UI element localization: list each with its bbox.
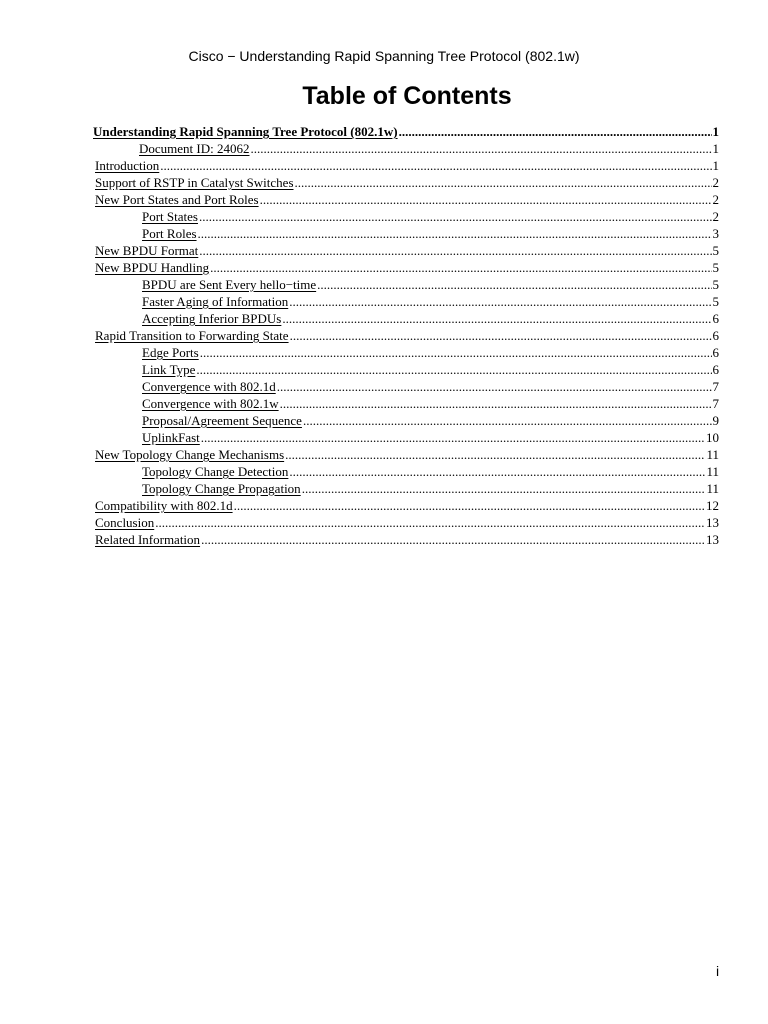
toc-leader-dots bbox=[295, 174, 712, 191]
toc-entry-link[interactable]: Accepting Inferior BPDUs bbox=[142, 311, 282, 326]
toc-leader-dots bbox=[290, 327, 712, 344]
toc-leader-dots bbox=[289, 293, 711, 310]
toc-entry[interactable] bbox=[93, 225, 719, 242]
toc-entry[interactable] bbox=[93, 293, 719, 310]
toc-page-number: 11 bbox=[706, 481, 719, 496]
toc-leader-dots bbox=[201, 429, 705, 446]
toc-page-number: 1 bbox=[712, 124, 719, 139]
toc-page-number: 5 bbox=[712, 243, 719, 258]
toc-leader-dots bbox=[317, 276, 711, 293]
table-of-contents bbox=[93, 123, 719, 548]
toc-page-number: 2 bbox=[712, 192, 719, 207]
toc-page-number: 13 bbox=[706, 532, 719, 547]
toc-entry-link[interactable]: Edge Ports bbox=[142, 345, 199, 360]
toc-entry[interactable] bbox=[93, 259, 719, 276]
toc-entry-link[interactable]: New Port States and Port Roles bbox=[95, 192, 259, 207]
toc-entry-link[interactable]: Port Roles bbox=[142, 226, 197, 241]
toc-entry[interactable] bbox=[93, 242, 719, 259]
toc-entry[interactable] bbox=[93, 191, 719, 208]
toc-entry[interactable] bbox=[93, 157, 719, 174]
toc-entry-link[interactable]: Compatibility with 802.1d bbox=[95, 498, 233, 513]
toc-page-number: 3 bbox=[712, 226, 719, 241]
toc-leader-dots bbox=[196, 361, 711, 378]
toc-entry[interactable] bbox=[93, 310, 719, 327]
toc-page-number: 2 bbox=[712, 175, 719, 190]
toc-page-number: 5 bbox=[712, 260, 719, 275]
toc-entry-link[interactable]: Convergence with 802.1w bbox=[142, 396, 279, 411]
toc-leader-dots bbox=[199, 242, 711, 259]
toc-page-number: 7 bbox=[712, 396, 719, 411]
toc-entry[interactable] bbox=[93, 480, 719, 497]
toc-entry-link[interactable]: Convergence with 802.1d bbox=[142, 379, 276, 394]
toc-page-number: 7 bbox=[712, 379, 719, 394]
toc-leader-dots bbox=[201, 531, 705, 548]
toc-entry[interactable] bbox=[93, 446, 719, 463]
toc-entry[interactable] bbox=[93, 395, 719, 412]
toc-entry-link[interactable]: Conclusion bbox=[95, 515, 155, 530]
page-title: Table of Contents bbox=[302, 82, 512, 110]
toc-entry[interactable] bbox=[93, 361, 719, 378]
toc-leader-dots bbox=[198, 225, 712, 242]
toc-page-number: 5 bbox=[712, 277, 719, 292]
toc-leader-dots bbox=[234, 497, 705, 514]
toc-leader-dots bbox=[302, 480, 706, 497]
toc-entry-link[interactable]: Topology Change Propagation bbox=[142, 481, 301, 496]
toc-entry-link[interactable]: UplinkFast bbox=[142, 430, 200, 445]
toc-entry-link[interactable]: Rapid Transition to Forwarding State bbox=[95, 328, 289, 343]
toc-leader-dots bbox=[250, 140, 711, 157]
toc-leader-dots bbox=[280, 395, 712, 412]
toc-leader-dots bbox=[282, 310, 711, 327]
toc-entry[interactable] bbox=[93, 174, 719, 191]
toc-entry[interactable] bbox=[93, 514, 719, 531]
toc-entry-link[interactable]: Understanding Rapid Spanning Tree Protocol (802.1w) bbox=[93, 124, 398, 139]
toc-entry[interactable] bbox=[93, 123, 719, 140]
toc-entry[interactable] bbox=[93, 463, 719, 480]
running-header: Cisco − Understanding Rapid Spanning Tree Protocol (802.1w) bbox=[188, 48, 580, 64]
toc-entry-link[interactable]: Introduction bbox=[95, 158, 160, 173]
toc-entry-link[interactable]: Link Type bbox=[142, 362, 196, 377]
toc-entry[interactable] bbox=[93, 429, 719, 446]
page-number: i bbox=[716, 963, 720, 979]
toc-page-number: 5 bbox=[712, 294, 719, 309]
toc-entry[interactable] bbox=[93, 327, 719, 344]
toc-leader-dots bbox=[199, 208, 712, 225]
toc-leader-dots bbox=[399, 123, 712, 140]
toc-entry[interactable] bbox=[93, 140, 719, 157]
toc-leader-dots bbox=[260, 191, 712, 208]
toc-entry-link[interactable]: Port States bbox=[142, 209, 198, 224]
toc-entry-link[interactable]: BPDU are Sent Every hello−time bbox=[142, 277, 317, 292]
toc-page-number: 6 bbox=[712, 345, 719, 360]
toc-page-number: 1 bbox=[712, 158, 719, 173]
toc-leader-dots bbox=[277, 378, 712, 395]
toc-entry-link[interactable]: New BPDU Handling bbox=[95, 260, 210, 275]
toc-page-number: 13 bbox=[706, 515, 719, 530]
toc-entry-link[interactable]: Document ID: 24062 bbox=[139, 141, 250, 156]
toc-page-number: 6 bbox=[712, 311, 719, 326]
toc-entry[interactable] bbox=[93, 344, 719, 361]
toc-leader-dots bbox=[210, 259, 711, 276]
toc-entry-link[interactable]: Support of RSTP in Catalyst Switches bbox=[95, 175, 294, 190]
toc-entry[interactable] bbox=[93, 378, 719, 395]
toc-entry[interactable] bbox=[93, 276, 719, 293]
toc-page-number: 10 bbox=[706, 430, 719, 445]
toc-page-number: 2 bbox=[712, 209, 719, 224]
toc-page-number: 11 bbox=[706, 447, 719, 462]
toc-entry[interactable] bbox=[93, 208, 719, 225]
toc-page-number: 6 bbox=[712, 328, 719, 343]
toc-leader-dots bbox=[303, 412, 712, 429]
toc-entry[interactable] bbox=[93, 412, 719, 429]
toc-page-number: 9 bbox=[712, 413, 719, 428]
toc-leader-dots bbox=[285, 446, 705, 463]
toc-page-number: 1 bbox=[712, 141, 719, 156]
toc-entry-link[interactable]: Proposal/Agreement Sequence bbox=[142, 413, 302, 428]
toc-page-number: 11 bbox=[706, 464, 719, 479]
toc-entry-link[interactable]: Faster Aging of Information bbox=[142, 294, 289, 309]
toc-leader-dots bbox=[160, 157, 711, 174]
toc-entry-link[interactable]: Related Information bbox=[95, 532, 201, 547]
toc-page-number: 6 bbox=[712, 362, 719, 377]
toc-entry[interactable] bbox=[93, 531, 719, 548]
toc-entry-link[interactable]: Topology Change Detection bbox=[142, 464, 289, 479]
toc-entry-link[interactable]: New Topology Change Mechanisms bbox=[95, 447, 285, 462]
toc-leader-dots bbox=[289, 463, 705, 480]
toc-leader-dots bbox=[200, 344, 712, 361]
toc-leader-dots bbox=[155, 514, 705, 531]
toc-entry-link[interactable]: New BPDU Format bbox=[95, 243, 199, 258]
toc-page-number: 12 bbox=[706, 498, 719, 513]
toc-entry[interactable] bbox=[93, 497, 719, 514]
